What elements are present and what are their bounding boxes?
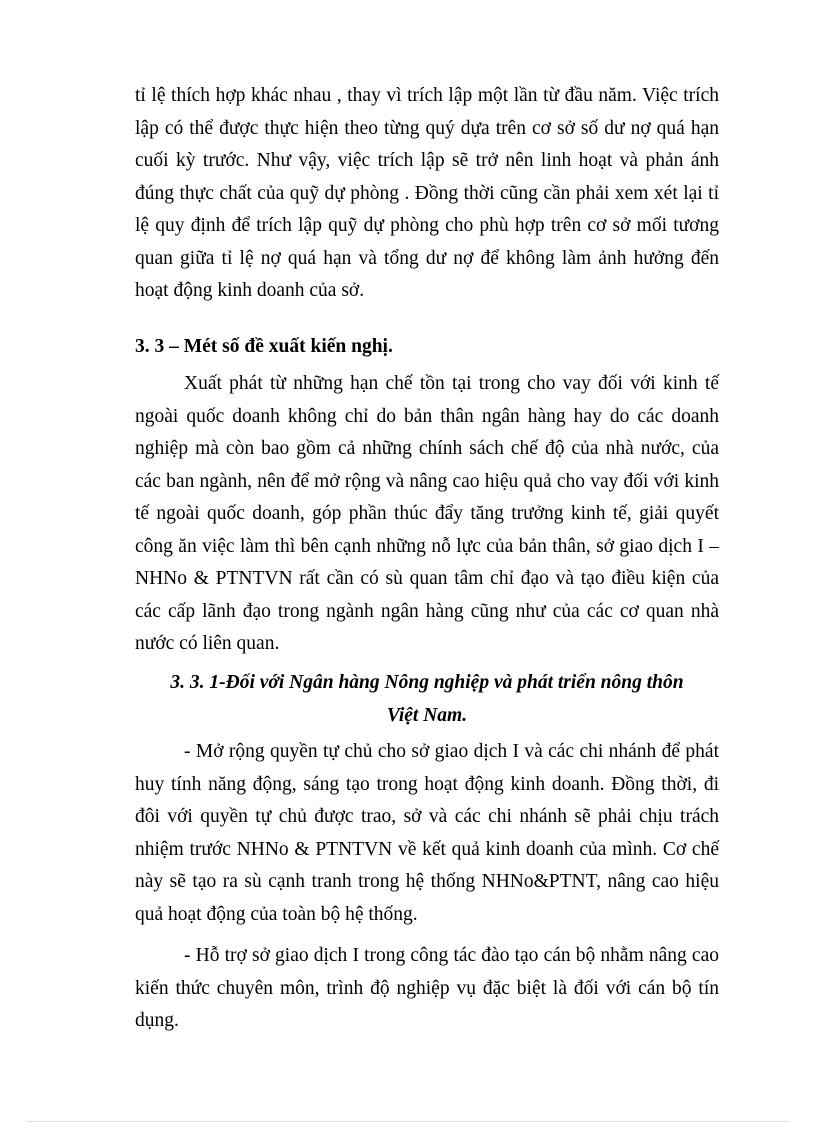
paragraph-training-support: - Hỗ trợ sở giao dịch I trong công tác đào tạo cán bộ nhằm nâng cao kiến thức chuyên môn, trình độ nghiệp vụ đặc biệt là đối với cán bộ tín dụng. [135,945,719,1031]
subsection-heading-line-2: Việt Nam. [386,704,468,726]
paragraph-proposals-intro: Xuất phát từ những hạn chế tồn tại trong cho vay đối với kinh tế ngoài quốc doanh không chỉ do bản thân ngân hàng hay do các doanh nghiệp mà còn bao gồm cả những chính sách chế độ của nhà nước, của các ban ngành, nên để mở rộng và nâng cao hiệu quả cho vay đối với kinh tế ngoài quốc doanh, góp phần thúc đẩy tăng trưởng kinh tế, giải quyết công ăn việc làm thì bên cạnh những nỗ lực của bản thân, sở giao dịch I – NHNo & PTNTVN rất cần có sù quan tâm chỉ đạo và tạo điều kiện của các cấp lãnh đạo trong ngành ngân hàng cũng như của các cơ quan nhà nước có liên quan. [135,373,719,654]
subsection-heading-line-1: 3. 3. 1-Đối với Ngân hàng Nông nghiệp và phát triển nông thôn [170,672,684,693]
paragraph-autonomy: - Mở rộng quyền tự chủ cho sở giao dịch I và các chi nhánh để phát huy tính năng động, sáng tạo trong hoạt động kinh doanh. Đồng thời, đi đôi với quyền tự chủ được trao, sở và các chi nhánh sẽ phải chịu trách nhiệm trước NHNo & PTNTVN về kết quả kinh doanh của mình. Cơ chế này sẽ tạo ra sù cạnh tranh trong hệ thống NHNo&PTNT, nâng cao hiệu quả hoạt động của toàn bộ hệ thống. [135,741,719,925]
section-heading-3-3: 3. 3 – Mét số đề xuất kiến nghị. [135,336,393,357]
page-bottom-border [28,1121,788,1122]
paragraph-reserve-fund: tỉ lệ thích hợp khác nhau , thay vì trích lập một lần từ đầu năm. Việc trích lập có thể được thực hiện theo từng quý dựa trên cơ sở số dư nợ quá hạn cuối kỳ trước. Như vậy, việc trích lập sẽ trở nên linh hoạt và phản ánh đúng thực chất của quỹ dự phòng . Đồng thời cũng cần phải xem xét lại tỉ lệ quy định để trích lập quỹ dự phòng cho phù hợp trên cơ sở mối tương quan giữa tỉ lệ nợ quá hạn và tổng dư nợ để không làm ảnh hưởng đến hoạt động kinh doanh của sở. [135,85,719,301]
subsection-heading-3-3-1 [135,667,719,732]
